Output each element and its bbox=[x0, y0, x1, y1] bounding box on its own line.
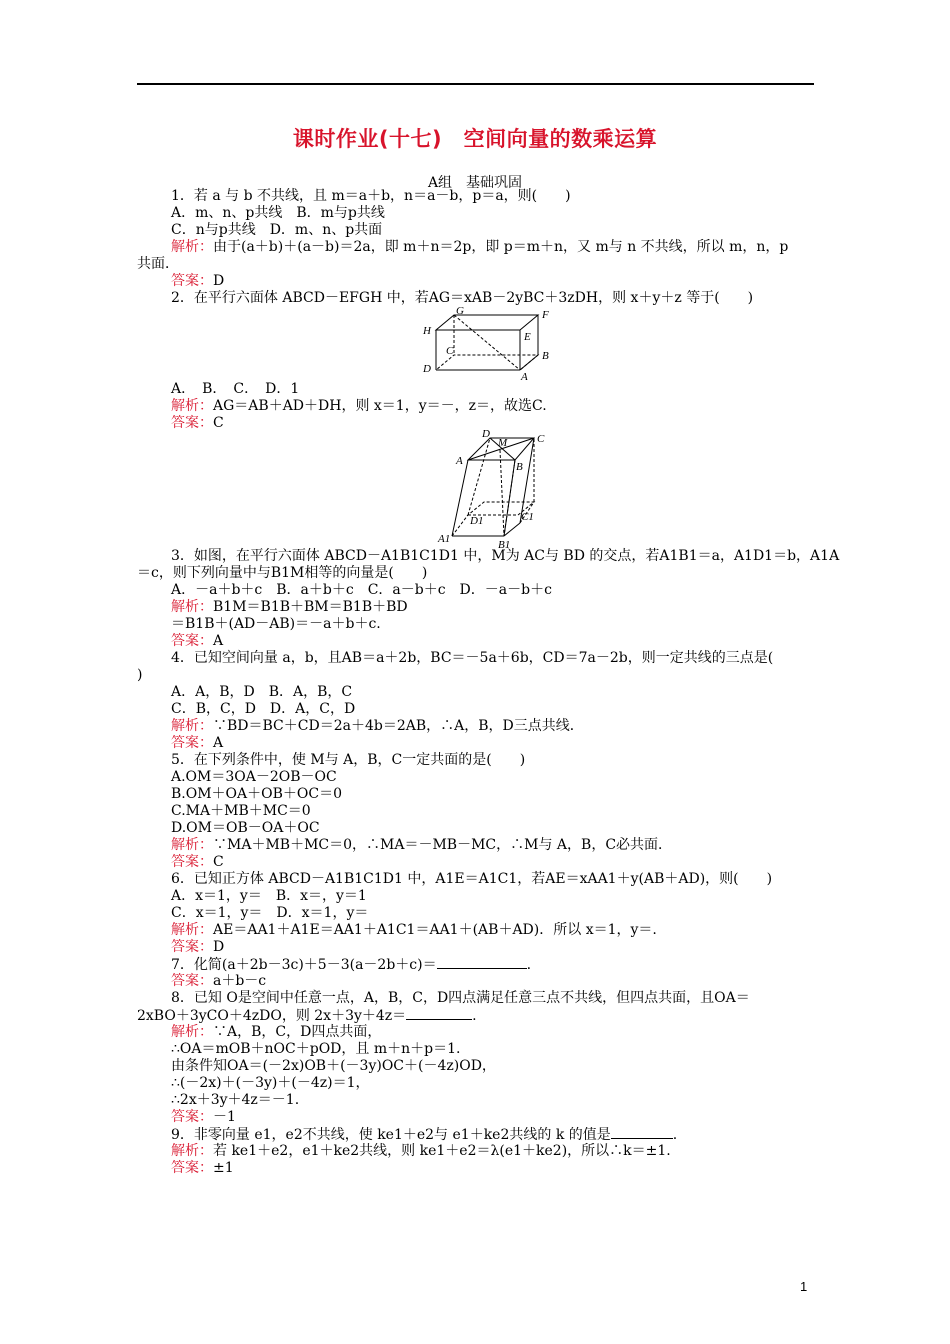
q2-analysis-text: AG＝AB＋AD＋DH，则 x＝1，y＝－，z＝，故选C. bbox=[213, 398, 547, 414]
q4-analysis bbox=[171, 718, 584, 735]
analysis-label: 解析： bbox=[171, 398, 213, 414]
q9-stem-text: 9．非零向量 e1，e2不共线，使 ke1＋e2与 e1＋ke2共线的 k 的值是 bbox=[171, 1127, 611, 1143]
q5-analysis-text: ∵MA＋MB＋MC＝0，∴MA＝－MB－MC，∴M与 A，B，C必共面． bbox=[213, 837, 673, 853]
q2-answer-value: C bbox=[213, 415, 224, 431]
q9-analysis bbox=[171, 1143, 671, 1160]
q2-stem: 2．在平行六面体 ABCD－EFGH 中，若AG＝xAB－2yBC＋3zDH，则 x＋y＋z 等于( ) bbox=[171, 290, 754, 306]
q1-options-cd: C．n与p共线 D．m、n、p共面 bbox=[171, 222, 383, 238]
q1-answer bbox=[171, 273, 224, 290]
fig2-label-b1: B1 bbox=[498, 539, 511, 550]
q7-answer bbox=[171, 973, 266, 990]
fig1-label-f: F bbox=[542, 309, 549, 321]
q8-analysis-line3: 由条件知OA＝(－2x)OB＋(－3y)OC＋(－4z)OD， bbox=[171, 1058, 496, 1074]
parallelepiped-figure-2 bbox=[430, 428, 555, 550]
fig2-label-c1: C1 bbox=[521, 511, 534, 523]
q7-blank bbox=[437, 956, 527, 969]
analysis-label: 解析： bbox=[171, 599, 213, 615]
q4-options-ab: A．A，B，D B．A，B，C bbox=[171, 684, 353, 700]
q1-options-ab: A．m、n、p共线 B．m与p共线 bbox=[171, 205, 385, 221]
q1-stem: 1．若 a 与 b 不共线，且 m＝a＋b，n＝a－b，p＝a，则( ) bbox=[171, 188, 571, 204]
q9-analysis-text: 若 ke1＋e2，e1＋ke2共线，则 ke1＋e2＝λ(e1＋ke2)，所以∴k＝±1. bbox=[213, 1143, 671, 1159]
fig2-label-m: M bbox=[498, 437, 508, 449]
q8-stem-cont-text: 2xBO＋3yCO＋4zDO，则 2x＋3y＋4z＝ bbox=[137, 1008, 407, 1024]
fig1-label-d: D bbox=[423, 363, 431, 375]
q6-answer-value: D bbox=[213, 939, 225, 955]
q4-analysis-text: ∵BD＝BC＋CD＝2a＋4b＝2AB，∴A，B，D三点共线． bbox=[213, 718, 584, 734]
q2-analysis bbox=[171, 398, 547, 415]
analysis-label: 解析： bbox=[171, 239, 213, 255]
q5-option-a: A.OM＝3OA－2OB－OC bbox=[171, 769, 337, 785]
q6-options-ab: A．x＝1，y＝ B．x＝，y＝1 bbox=[171, 888, 367, 904]
fig1-label-a: A bbox=[521, 371, 528, 383]
q6-stem: 6．已知正方体 ABCD－A1B1C1D1 中，A1E＝A1C1，若AE＝xAA1＋y(AB＋AD)，则( ) bbox=[171, 871, 773, 887]
answer-label: 答案： bbox=[171, 1109, 213, 1125]
fig1-label-e: E bbox=[524, 331, 531, 343]
answer-label: 答案： bbox=[171, 854, 213, 870]
q4-answer-value: A bbox=[213, 735, 224, 751]
q1-analysis bbox=[171, 239, 788, 256]
analysis-label: 解析： bbox=[171, 922, 213, 938]
q3-options: A．－a＋b＋c B．a＋b＋c C．a－b＋c D．－a－b＋c bbox=[171, 582, 552, 598]
q3-answer-value: A bbox=[213, 633, 224, 649]
q4-stem-cont: ) bbox=[137, 667, 143, 683]
q1-analysis-text: 由于(a＋b)＋(a－b)＝2a，即 m＋n＝2p，即 p＝m＋n，又 m与 n 不共线，所以 m，n，p bbox=[213, 239, 789, 255]
q8-answer bbox=[171, 1109, 236, 1126]
q9-stem: 9．非零向量 e1，e2不共线，使 ke1＋e2与 e1＋ke2共线的 k 的值是 . bbox=[171, 1127, 678, 1143]
answer-label: 答案： bbox=[171, 735, 213, 751]
fig2-label-a1: A1 bbox=[438, 533, 451, 545]
q7-stem-text: 7．化简(a＋2b－3c)＋5－3(a－2b＋c)＝ bbox=[171, 957, 437, 973]
fig2-label-a: A bbox=[456, 455, 463, 467]
q5-option-b: B.OM＋OA＋OB＋OC＝0 bbox=[171, 786, 343, 802]
answer-label: 答案： bbox=[171, 415, 213, 431]
q9-blank bbox=[611, 1126, 673, 1139]
fig2-label-d1: D1 bbox=[470, 515, 484, 527]
q7-stem: 7．化简(a＋2b－3c)＋5－3(a－2b＋c)＝ . bbox=[171, 957, 532, 973]
q8-stem: 8．已知 O是空间中任意一点，A，B，C，D四点满足任意三点不共线，但四点共面，且OA＝ bbox=[171, 990, 750, 1006]
answer-label: 答案： bbox=[171, 973, 213, 989]
section-heading: A组 基础巩固 bbox=[427, 175, 523, 191]
q8-analysis-text: ∵A，B，C，D四点共面， bbox=[213, 1024, 382, 1040]
q8-analysis-line5: ∴2x＋3y＋4z＝－1. bbox=[171, 1092, 300, 1108]
q8-analysis-line2: ∴OA＝mOB＋nOC＋pOD，且 m＋n＋p＝1. bbox=[171, 1041, 461, 1057]
q5-answer bbox=[171, 854, 224, 871]
q5-option-d: D.OM＝OB－OA＋OC bbox=[171, 820, 320, 836]
fig1-label-b: B bbox=[542, 350, 549, 362]
header-rule bbox=[137, 83, 814, 85]
q4-options-cd: C．B，C，D D．A，C，D bbox=[171, 701, 356, 717]
analysis-label: 解析： bbox=[171, 718, 213, 734]
fig2-label-b: B bbox=[516, 461, 523, 473]
answer-label: 答案： bbox=[171, 633, 213, 649]
fig1-label-g: G bbox=[456, 305, 464, 317]
q5-answer-value: C bbox=[213, 854, 224, 870]
q9-answer-value: ±1 bbox=[213, 1160, 234, 1176]
q6-options-cd: C．x＝1，y＝ D．x＝1，y＝ bbox=[171, 905, 369, 921]
q4-answer bbox=[171, 735, 223, 752]
answer-label: 答案： bbox=[171, 1160, 213, 1176]
q2-options: A． B． C． D．1 bbox=[171, 381, 300, 397]
fig1-label-h: H bbox=[423, 325, 431, 337]
q1-answer-value: D bbox=[213, 273, 225, 289]
analysis-label: 解析： bbox=[171, 837, 213, 853]
q2-answer bbox=[171, 415, 224, 432]
q5-stem: 5．在下列条件中，使 M与 A，B，C一定共面的是( ) bbox=[171, 752, 526, 768]
q8-answer-value: －1 bbox=[213, 1109, 236, 1125]
fig1-label-c: C bbox=[446, 345, 454, 357]
fig2-label-c: C bbox=[537, 433, 545, 445]
q3-analysis-text: B1M＝B1B＋BM＝B1B＋BD bbox=[213, 599, 408, 615]
analysis-label: 解析： bbox=[171, 1024, 213, 1040]
answer-label: 答案： bbox=[171, 273, 213, 289]
q8-blank bbox=[406, 1007, 472, 1020]
parallelepiped-figure-1 bbox=[418, 304, 568, 384]
q8-stem-cont: 2xBO＋3yCO＋4zDO，则 2x＋3y＋4z＝ . bbox=[137, 1008, 477, 1024]
q1-analysis-cont: 共面． bbox=[137, 256, 179, 272]
q3-analysis-cont: ＝B1B＋(AD－AB)＝－a＋b＋c. bbox=[171, 616, 381, 632]
q5-analysis bbox=[171, 837, 672, 854]
q6-analysis-text: AE＝AA1＋A1E＝AA1＋A1C1＝AA1＋(AB＋AD)．所以 x＝1，y＝. bbox=[213, 922, 657, 938]
q3-answer bbox=[171, 633, 223, 650]
q8-analysis-line4: ∴(－2x)＋(－3y)＋(－4z)＝1， bbox=[171, 1075, 370, 1091]
q3-analysis bbox=[171, 599, 408, 616]
page-number: 1 bbox=[800, 1279, 808, 1294]
q3-stem-cont: ＝c，则下列向量中与B1M相等的向量是( ) bbox=[137, 565, 428, 581]
page-title: 课时作业(十七) 空间向量的数乘运算 bbox=[292, 127, 658, 151]
q7-answer-value: a＋b－c bbox=[213, 973, 267, 989]
q3-stem: 3．如图，在平行六面体 ABCD－A1B1C1D1 中，M为 AC与 BD 的交点，若A1B1＝a，A1D1＝b，A1A bbox=[171, 548, 840, 564]
q5-option-c: C.MA＋MB＋MC＝0 bbox=[171, 803, 311, 819]
fig2-label-d: D bbox=[482, 428, 490, 440]
q9-answer bbox=[171, 1160, 234, 1177]
q8-analysis bbox=[171, 1024, 381, 1041]
analysis-label: 解析： bbox=[171, 1143, 213, 1159]
q6-analysis bbox=[171, 922, 657, 939]
answer-label: 答案： bbox=[171, 939, 213, 955]
q4-stem: 4．已知空间向量 a，b，且AB＝a＋2b，BC＝－5a＋6b，CD＝7a－2b，则一定共线的三点是( bbox=[171, 650, 774, 666]
q6-answer bbox=[171, 939, 224, 956]
